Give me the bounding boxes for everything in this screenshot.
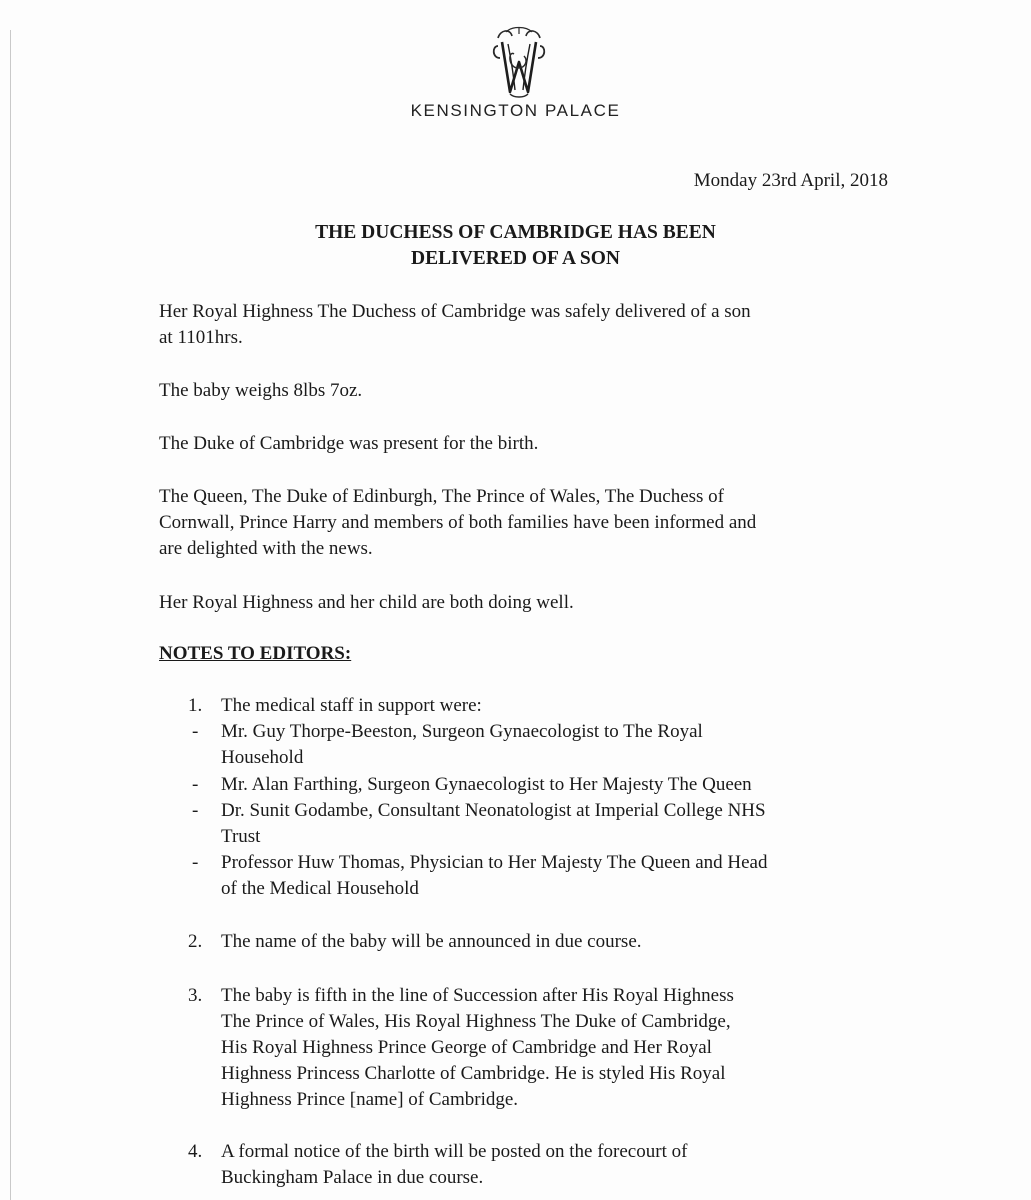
notes-to-editors-heading: NOTES TO EDITORS: [159, 643, 352, 664]
staff-4-line-1: Professor Huw Thomas, Physician to Her Majesty The Queen and Head [221, 852, 768, 873]
body-paragraph-4-line-2: Cornwall, Prince Harry and members of both families have been informed and [159, 512, 757, 533]
staff-1-line-1: Mr. Guy Thorpe-Beeston, Surgeon Gynaecologist to The Royal [221, 721, 703, 742]
body-paragraph-4-line-3: are delighted with the news. [159, 538, 373, 559]
staff-2-dash: - [192, 774, 199, 795]
body-paragraph-1-line-1: Her Royal Highness The Duchess of Cambridge was safely delivered of a son [159, 301, 751, 322]
body-paragraph-3: The Duke of Cambridge was present for the birth. [159, 433, 539, 454]
staff-3-dash: - [192, 800, 199, 821]
body-paragraph-5: Her Royal Highness and her child are both doing well. [159, 592, 574, 613]
org-name: KENSINGTON PALACE [410, 101, 621, 120]
note-4-line-2: Buckingham Palace in due course. [221, 1167, 484, 1188]
body-paragraph-2: The baby weighs 8lbs 7oz. [159, 380, 363, 401]
note-3-number: 3. [188, 985, 203, 1006]
note-3-line-3: His Royal Highness Prince George of Cambridge and Her Royal [221, 1037, 712, 1058]
staff-3-line-2: Trust [221, 826, 261, 847]
headline-line-2: DELIVERED OF A SON [411, 248, 620, 269]
note-3-line-2: The Prince of Wales, His Royal Highness The Duke of Cambridge, [221, 1011, 731, 1032]
release-date: Monday 23rd April, 2018 [693, 170, 888, 191]
page-edge-divider [10, 30, 11, 1200]
note-1-text: The medical staff in support were: [221, 695, 482, 716]
note-1-number: 1. [188, 695, 203, 716]
staff-2-line-1: Mr. Alan Farthing, Surgeon Gynaecologist to Her Majesty The Queen [221, 774, 752, 795]
body-paragraph-1-line-2: at 1101hrs. [159, 327, 243, 348]
staff-4-dash: - [192, 852, 199, 873]
staff-3-line-1: Dr. Sunit Godambe, Consultant Neonatologist at Imperial College NHS [221, 800, 766, 821]
note-2-number: 2. [188, 931, 203, 952]
note-3-line-4: Highness Princess Charlotte of Cambridge. He is styled His Royal [221, 1063, 726, 1084]
staff-1-dash: - [192, 721, 199, 742]
staff-1-line-2: Household [221, 747, 304, 768]
note-3-line-5: Highness Prince [name] of Cambridge. [221, 1089, 519, 1110]
staff-4-line-2: of the Medical Household [221, 878, 419, 899]
note-4-number: 4. [188, 1141, 203, 1162]
body-paragraph-4-line-1: The Queen, The Duke of Edinburgh, The Prince of Wales, The Duchess of [159, 486, 724, 507]
headline-line-1: THE DUCHESS OF CAMBRIDGE HAS BEEN [315, 222, 716, 243]
note-4-line-1: A formal notice of the birth will be posted on the forecourt of [221, 1141, 688, 1162]
note-3-line-1: The baby is fifth in the line of Succession after His Royal Highness [221, 985, 734, 1006]
note-2-text: The name of the baby will be announced in due course. [221, 931, 642, 952]
kensington-palace-monogram-logo [484, 24, 554, 100]
